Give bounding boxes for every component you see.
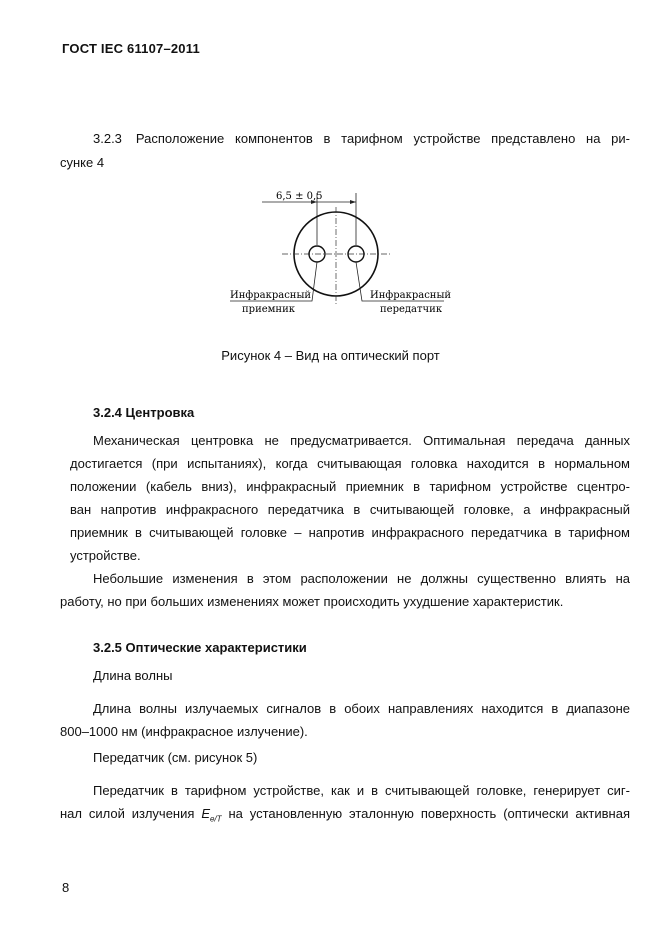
transmitter-line2	[60, 802, 630, 831]
irradiance-symbol: E	[201, 806, 210, 821]
wavelength-line1: Длина волны излучаемых сигналов в обоих направлениях находится в диапазоне	[93, 701, 630, 716]
section-3-2-4-heading: 3.2.4 Центровка	[93, 405, 195, 420]
centering-p1-line6: устройстве.	[70, 548, 141, 563]
centering-p2-line2: работу, но при больших изменениях может происходить ухудшение характеристик.	[60, 594, 564, 609]
irradiance-subscript: e/T	[209, 814, 222, 824]
section-3-2-3-line1	[60, 127, 630, 150]
transmitter-label-line1: Инфракрасный	[370, 290, 452, 301]
optical-port-figure	[220, 185, 460, 335]
centering-p1-line2: достигается (при испытаниях), когда считывающая головка находится в нормальном	[70, 456, 630, 471]
page-number: 8	[62, 880, 70, 895]
section-number: 3.2.3	[93, 131, 122, 146]
section-3-2-5-heading: 3.2.5 Оптические характеристики	[93, 640, 307, 655]
wavelength-line2: 800–1000 нм (инфракрасное излучение).	[60, 724, 308, 739]
wavelength-title: Длина волны	[93, 668, 173, 683]
receiver-label-line2: приемник	[242, 304, 296, 315]
transmitter-line1: Передатчик в тарифном устройстве, как и в считывающей головке, генерирует сиг-	[93, 783, 630, 798]
centering-p1-line1: Механическая центровка не предусматривается. Оптимальная передача данных	[93, 433, 630, 448]
receiver-label-line1: Инфракрасный	[230, 290, 312, 301]
dimension-arrow-right	[350, 200, 356, 204]
dimension-label: 6,5 ± 0,5	[276, 191, 323, 202]
document-header: ГОСТ IEC 61107–2011	[62, 41, 200, 56]
section-3-2-3-line2: сунке 4	[60, 155, 105, 170]
transmitter-title: Передатчик (см. рисунок 5)	[93, 750, 258, 765]
transmitter-line2-start: нал силой излучения	[60, 806, 202, 821]
figure-caption: Рисунок 4 – Вид на оптический порт	[221, 348, 440, 363]
centering-p1-line5: приемник в считывающей головке – напротив инфракрасного передатчика в тарифном	[70, 525, 630, 540]
centering-p1-line4: ван напротив инфракрасного передатчика в считывающей головке, а инфракрасный	[70, 502, 630, 517]
transmitter-label-line2: передатчик	[380, 304, 443, 315]
section-3-2-3-text: Расположение компонентов в тарифном устройстве представлено на ри-	[135, 131, 630, 146]
centering-p2-line1: Небольшие изменения в этом расположении не должны существенно влиять на	[93, 571, 630, 586]
transmitter-line2-end: на установленную эталонную поверхность (оптически активная	[221, 806, 630, 821]
centering-p1-line3: положении (кабель вниз), инфракрасный приемник в тарифном устройстве сцентро-	[70, 479, 630, 494]
